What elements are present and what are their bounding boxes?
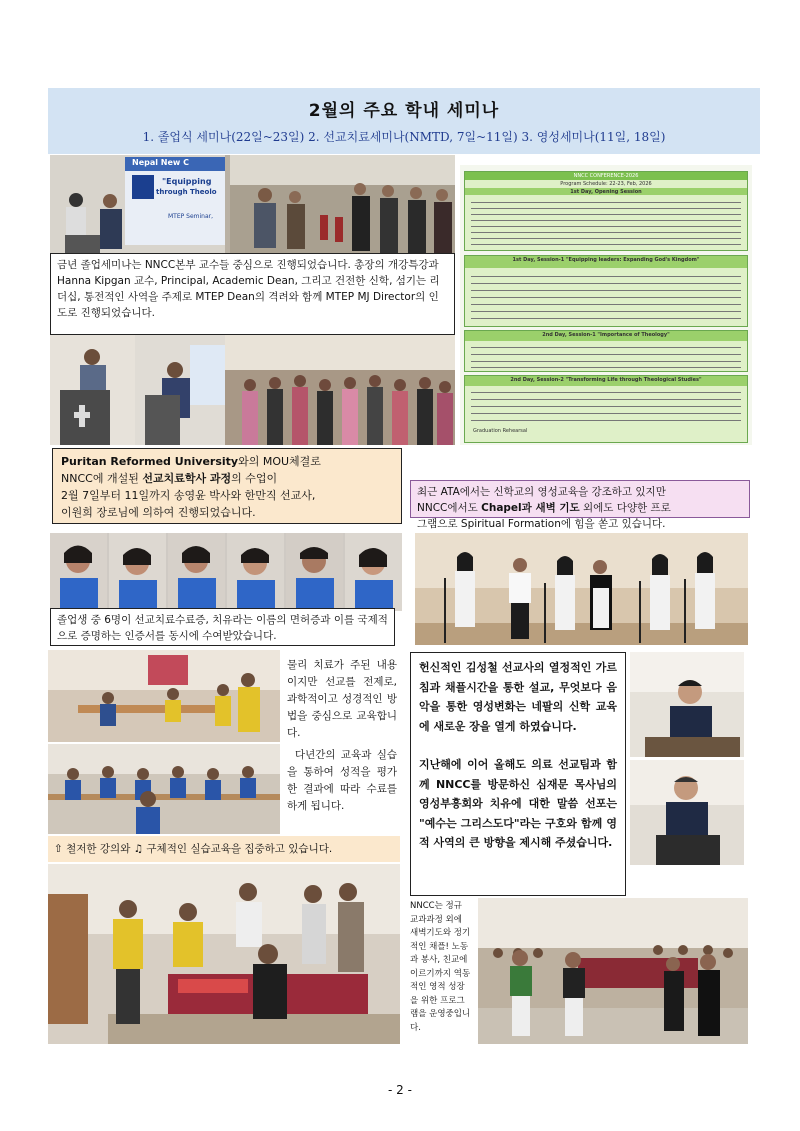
puritan-university: Puritan Reformed University (61, 455, 239, 468)
puritan-text-b: 와의 MOU체결로 (238, 455, 321, 468)
schedule-graduation: Graduation Rehearsal (473, 428, 528, 434)
training-focus-text: ⇧ 철저한 강의와 ♫ 구체적인 실습교육을 집중하고 있습니다. (48, 836, 400, 862)
certificate-text: 졸업생 중 6명이 선교치료수료증, 치유라는 이름의 면허증과 이를 국제적으로 증명하는 인증서를 동시에 수여받았습니다. (50, 608, 395, 646)
graduate-portraits-photo (50, 533, 402, 611)
puritan-text-c: NNCC에 개설된 (61, 472, 143, 485)
schedule-block-1 (464, 171, 748, 251)
schedule-session-4: 2nd Day, Session-2 "Transforming Life through Theological Studies" (510, 377, 702, 383)
ata-text-d: 외에도 다양한 프로 (579, 502, 671, 514)
schedule-block-2 (464, 255, 748, 327)
schedule-session-3: 2nd Day, Session-1 "Importance of Theology" (542, 332, 670, 338)
ata-spiritual-text (410, 480, 750, 530)
chapel-worship-photo (478, 898, 748, 1044)
ata-chapel: Chapel과 새벽 기도 (481, 502, 580, 514)
ata-text-b: NNCC에서도 (417, 502, 482, 514)
classroom-exam-photo (48, 744, 280, 834)
nncc-regular-text: NNCC는 정규 교과과정 외에 새벽기도와 정기적인 채플! 노동과 봉사, 친교에 이르기까지 역동적인 영적 성장을 위한 프로그램을 운영중입니다. (410, 901, 471, 1033)
page-title: 2월의 주요 학내 세미나 (308, 101, 500, 121)
ata-text-e: 그램으로 Spiritual Formation에 힘을 쏟고 있습니다. (417, 518, 666, 530)
schedule-block-4 (464, 375, 748, 443)
page-subtitle: 1. 졸업식 세미나(22일~23일) 2. 선교치료세미나(NMTD, 7일~11일) 3. 영성세미나(11일, 18일) (142, 130, 666, 144)
kim-sermon-text: 헌신적인 김성철 선교사의 열정적인 가르침과 채플시간을 통한 설교, 무엇보다 음악을 통한 영성변화는 네팔의 신학 교육에 새로운 장을 열게 하였습니다. (419, 661, 617, 733)
puritan-course: 선교치료학사 과정 (142, 472, 232, 485)
classroom-lecture-photo (48, 650, 280, 742)
banner-line4: MTEP Seminar, (168, 213, 214, 220)
choir-photo (415, 533, 748, 645)
puritan-mou-text (52, 448, 402, 524)
schedule-subheading: Program Schedule: 22-23, Feb, 2026 (560, 181, 652, 187)
puritan-text-e: 의 수업이 (231, 472, 278, 485)
banner-line1: Nepal New C (132, 158, 189, 167)
graduation-seminar-photo (50, 155, 455, 255)
physio-practice-photo (48, 864, 400, 1044)
conference-schedule-image (460, 165, 752, 445)
schedule-heading: NNCC CONFERENCE-2026 (573, 173, 639, 179)
banner-line3: through Theolo (156, 188, 217, 196)
banner-line2: "Equipping (162, 177, 212, 186)
physio-text: 물리 치료가 주된 내용이지만 선교를 전제로, 과학적이고 성경적인 방법을 중심으로 교육합니다. (287, 659, 397, 739)
sermon-text-box (410, 652, 626, 896)
schedule-session-1: 1st Day, Opening Session (570, 189, 642, 195)
page-header (48, 88, 760, 154)
preacher-shim-photo (630, 760, 744, 865)
ata-text-a: 최근 ATA에서는 신학교의 영성교육을 강조하고 있지만 (417, 486, 666, 498)
preacher-kim-photo (630, 652, 744, 757)
page-number: - 2 - (388, 1083, 412, 1097)
schedule-session-2: 1st Day, Session-1 "Equipping leaders: Expanding God's Kingdom" (512, 257, 700, 263)
puritan-text-g: 이원희 장로님에 의하여 진행되었습니다. (61, 506, 256, 519)
podium-speakers-photo (50, 335, 455, 445)
graduation-seminar-text: 금년 졸업세미나는 NNCC본부 교수들 중심으로 진행되었습니다. 총장의 개강특강과 Hanna Kipgan 교수, Principal, Academic Dean, 그리고 건전한 신학, 섬기는 리더십, 통전적인 사역을 주제로 MTEP Dean의 격려와 함께 MTEP MJ Director의 인도로 진행되었습니다. (50, 253, 455, 335)
medical-team-text: 지난해에 이어 올해도 의료 선교팀과 함께 NNCC를 방문하신 심재문 목사님의 영성부흥회와 치유에 대한 말씀 선포는 "예수는 그리스도다"라는 구호와 함께 영적 사역의 큰 방향을 제시해 주셨습니다. (419, 758, 617, 849)
schedule-block-3 (464, 330, 748, 372)
evaluation-text: 다년간의 교육과 실습을 통하여 성적을 평가한 결과에 따라 수료를 하게 됩니다. (287, 749, 397, 812)
puritan-text-f: 2월 7일부터 11일까지 송영윤 박사와 한만직 선교사, (61, 489, 316, 502)
